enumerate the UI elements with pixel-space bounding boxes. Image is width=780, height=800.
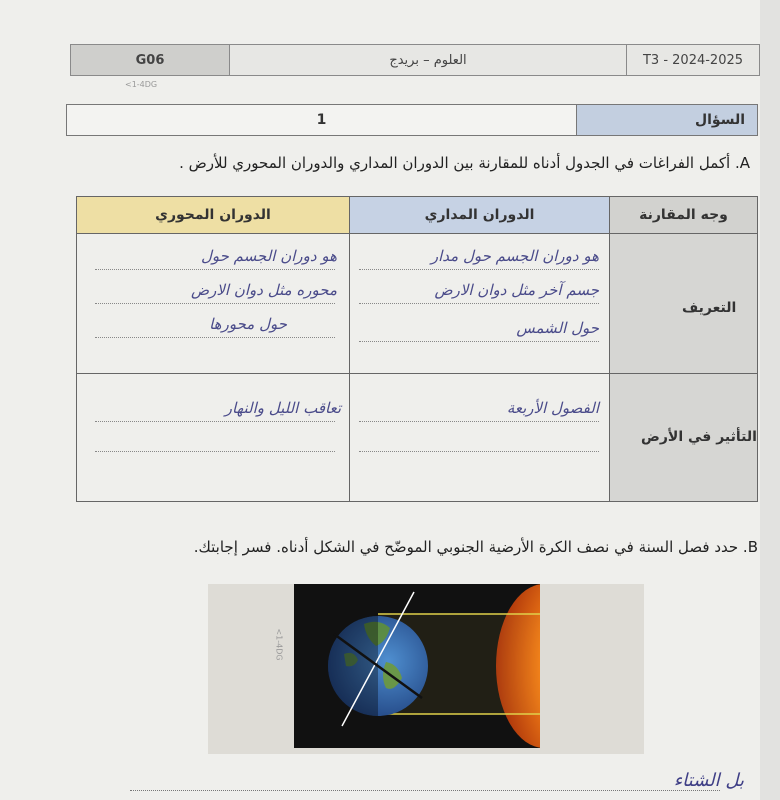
orbital-column xyxy=(350,234,610,501)
header-subject: العلوم – بريدج xyxy=(230,45,627,75)
answer-line xyxy=(95,337,335,338)
comparison-table xyxy=(76,196,758,502)
header-small-code: <1-4DG xyxy=(125,80,158,89)
answer-line xyxy=(95,421,335,422)
orbital-effect: الفصول الأربعة xyxy=(506,399,599,417)
earth-sun-figure xyxy=(294,584,540,748)
question-label: السؤال xyxy=(577,105,757,135)
row-divider xyxy=(77,373,757,374)
answer-line xyxy=(359,303,599,304)
header-axial: الدوران المحوري xyxy=(77,197,350,234)
comparison-column xyxy=(610,234,757,501)
answer-line xyxy=(130,790,720,791)
axial-definition-line-2: محوره مثل دوان الارض xyxy=(190,281,337,299)
answer-line xyxy=(95,269,335,270)
axial-definition-line-3: حول محورها xyxy=(209,315,287,333)
row-label-definition: التعريف xyxy=(682,300,737,316)
header-term: T3 - 2024-2025 xyxy=(642,52,744,68)
answer-line xyxy=(359,421,599,422)
part-a-prompt: A. أكمل الفراغات في الجدول أدناه للمقارنة بين الدوران المداري والدوران المحوري للأرض . xyxy=(179,154,750,172)
row-label-effect: التأثير في الأرض xyxy=(641,429,757,445)
header-orbital: الدوران المداري xyxy=(350,197,610,234)
orbital-definition-line-2: جسم آخر مثل دوان الارض xyxy=(434,281,599,299)
part-b-answer: بل الشتاء xyxy=(673,770,744,791)
answer-line xyxy=(95,303,335,304)
earth-sun-illustration xyxy=(294,584,540,748)
header-comparison: وجه المقارنة xyxy=(610,197,757,234)
orbital-definition-line-3: حول الشمس xyxy=(516,319,599,337)
worksheet-header xyxy=(70,44,760,76)
header-code: G06 xyxy=(71,45,230,75)
answer-line xyxy=(359,269,599,270)
question-bar xyxy=(66,104,758,136)
orbital-definition-line-1: هو دوران الجسم حول مدار xyxy=(430,247,599,265)
answer-line xyxy=(359,451,599,452)
axial-effect: تعاقب الليل والنهار xyxy=(224,399,341,417)
answer-line xyxy=(95,451,335,452)
part-b-prompt: B. حدد فصل السنة في نصف الكرة الأرضية الجنوبي الموضّح في الشكل أدناه. فسر إجابتك. xyxy=(193,538,758,556)
question-number: 1 xyxy=(67,105,577,135)
side-code: <1-4DG xyxy=(274,628,284,661)
page-edge xyxy=(760,0,780,800)
axial-column xyxy=(77,234,350,501)
axial-definition-line-1: هو دوران الجسم حول xyxy=(200,247,337,265)
answer-line xyxy=(359,341,599,342)
